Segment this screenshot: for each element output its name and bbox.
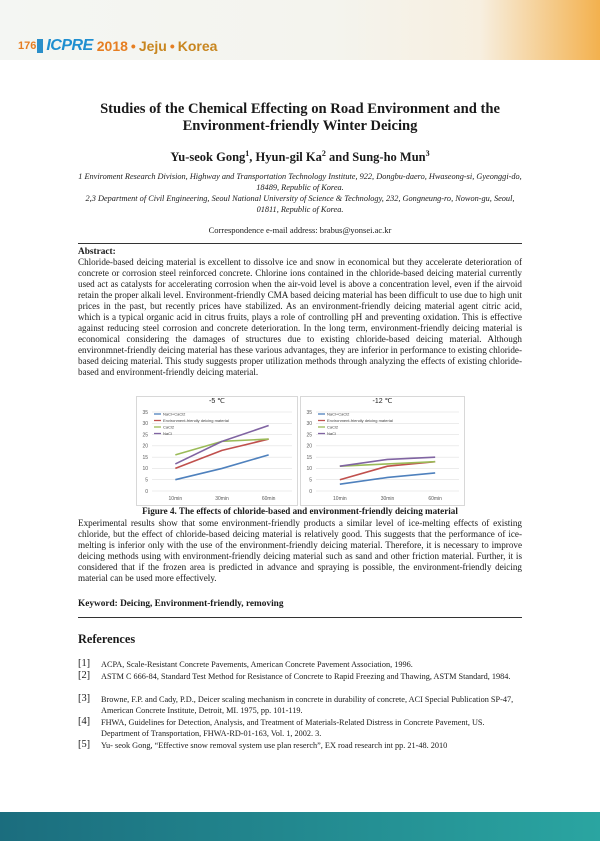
- x-tick-label: 30min: [215, 496, 229, 502]
- legend-label: NaCl: [327, 431, 336, 437]
- reference-item: [78, 660, 524, 671]
- author-sup: 3: [425, 149, 430, 158]
- figure-caption: Figure 4. The effects of chloride-based and environment-friendly deicing material: [142, 506, 458, 516]
- footer-banner: [0, 812, 600, 841]
- y-tick-label: 20: [142, 443, 148, 450]
- conference-city: Jeju: [138, 38, 167, 54]
- results-text: Experimental results show that some environment-friendly products a similar level of ice-melting effects of existing chloride, but the effect of chloride-based deicing material is relatively good. This suggests that the performance of ice-melting is inferior only with the use of the environment-friendly deicing material. Therefore, it is necessary to improve deicing methods using with environment-friendly deicing material such as sand and other friction material. Further, it is considered that if the frozen area is predicted in advance and spraying is possible, the environment-friendly deicing material can be used more effectively.: [78, 518, 522, 583]
- chart-frame: [137, 397, 298, 506]
- reference-text: Browne, F.P. and Cady, P.D., Deicer scaling mechanism in concrete in durability of concrete, ACI Special Publication SP-47, American Concrete Institute, Detroit, MI. 1975, pp. 101-119.: [101, 695, 514, 715]
- reference-item: [78, 695, 524, 716]
- divider: [78, 617, 522, 618]
- author-sup: 1: [245, 149, 250, 158]
- reference-number: [1]: [78, 658, 91, 669]
- y-tick-label: 10: [306, 466, 312, 473]
- author-sup: 2: [321, 149, 326, 158]
- legend-label: NaCl: [163, 431, 172, 437]
- logo-separator: •: [130, 38, 136, 54]
- reference-number: [4]: [78, 716, 91, 727]
- y-tick-label: 35: [142, 409, 148, 416]
- header-banner: [0, 0, 600, 60]
- chart-frame: [301, 397, 465, 506]
- y-tick-label: 5: [145, 477, 148, 484]
- author-name: Yu-seok Gong: [170, 150, 246, 165]
- legend-label: CaCl2: [327, 424, 339, 430]
- conference-country: Korea: [177, 38, 218, 54]
- x-tick-label: 60min: [261, 496, 276, 502]
- y-tick-label: 30: [306, 421, 312, 428]
- y-tick-label: 25: [142, 432, 148, 439]
- y-tick-label: 0: [145, 488, 148, 495]
- x-tick-label: 10min: [168, 496, 183, 502]
- y-tick-label: 35: [306, 409, 312, 416]
- conference-logo: [18, 36, 217, 56]
- references-heading: References: [78, 632, 136, 646]
- legend-label: CaCl2: [163, 424, 175, 430]
- y-tick-label: 15: [142, 454, 148, 461]
- logo-bar-icon: [37, 39, 43, 53]
- title-line: Environment-friendly Winter Deicing: [182, 118, 418, 134]
- y-tick-label: 5: [309, 477, 312, 484]
- reference-text: Yu- seok Gong, “Effective snow removal system use plan reserch”, EX road research int pp. 21-48. 2010: [101, 741, 448, 750]
- chart-title: -5 ℃: [208, 398, 226, 405]
- reference-text: ACPA, Scale-Resistant Concrete Pavements, American Concrete Pavement Association, 1996.: [101, 660, 413, 669]
- reference-number: [3]: [78, 693, 91, 704]
- y-tick-label: 30: [142, 421, 148, 428]
- logo-separator: •: [169, 38, 175, 54]
- title-line: Studies of the Chemical Effecting on Road Environment and the: [100, 101, 500, 117]
- legend-label: Environment-friendly deicing material: [327, 418, 393, 424]
- y-tick-label: 15: [306, 454, 312, 461]
- chart-svg: [136, 396, 298, 506]
- x-tick-label: 10min: [333, 496, 347, 502]
- author-name: Sung-ho Mun: [352, 150, 426, 165]
- reference-item: [78, 718, 524, 739]
- conference-year: 2018: [96, 38, 128, 54]
- divider: [78, 243, 522, 244]
- reference-item: [78, 672, 524, 683]
- logo-mark: ICPRE: [46, 37, 93, 54]
- chart-minus12: [300, 396, 465, 506]
- y-tick-label: 0: [309, 488, 312, 495]
- abstract-heading: Abstract:: [78, 247, 116, 257]
- y-tick-label: 25: [306, 432, 312, 439]
- reference-text: ASTM C 666-84, Standard Test Method for Resistance of Concrete to Rapid Freezing and Thawing, ASTM Standard, 1984.: [101, 672, 511, 681]
- legend-label: NaCl+CaCl2: [163, 411, 186, 417]
- legend-label: NaCl+CaCl2: [327, 411, 350, 417]
- reference-text: FHWA, Guidelines for Detection, Analysis, and Treatment of Materials-Related Distress in Concrete Pavement, US. Department of Transportation, FHWA-RD-01-163, Vol. 1, 2002. 3.: [101, 718, 485, 738]
- x-tick-label: 30min: [380, 496, 395, 502]
- x-tick-label: 60min: [428, 496, 442, 502]
- legend-label: Environment-friendly deicing material: [163, 418, 229, 424]
- y-tick-label: 10: [142, 466, 148, 473]
- affiliation-1: 1 Enviroment Research Division, Highway and Transportation Technology Institute, 922, Dongbu-daero, Hwaseong-si, Gyeonggi-do, 18489, Republic of Korea.: [78, 172, 522, 192]
- author-separator: ,: [249, 150, 256, 165]
- abstract-text: Chloride-based deicing material is excellent to dissolve ice and snow in economical but they accelerate deterioration of concrete or corrosion steel reinforced concrete. Chlorine ions contained in the chloride-based deicing material currently used act as catalysts for accelerating corrosion when the air-void level is above a concentration level, even if the airvoid retain the proper alkali level. Environment-friendly CMA based deicing material has been difficult to use due to high unit prices in the past, but recently prices have stabilized. As an environment-friendly deicing material agent citric acid, which is a typical organic acid in citrus fruits, plays a role of controlling pH and preventing oxidation. This is effective against reducing steel corrosion and concrete deterioration. In the long term, environment-friendly deicing material is economical considering the damages of structures due to existing chloride-based deicing material. Although environmnet-friendly deicing material has these various advantages, they are inferior in performance to existing chloride-based deicing material. This study suggests proper utilization methods through analyzing the effects of existing chloride-based and environment-friendly deicing material.: [78, 257, 522, 377]
- correspondence-email: Correspondence e-mail address: brabus@yonsei.ac.kr: [208, 225, 392, 235]
- keywords: Keyword: Deicing, Environment-friendly, removing: [78, 599, 284, 609]
- reference-number: [2]: [78, 670, 91, 681]
- author-list: [70, 149, 530, 165]
- chart-svg: [300, 396, 465, 506]
- y-tick-label: 20: [306, 443, 312, 450]
- author-separator: and: [325, 150, 353, 165]
- reference-number: [5]: [78, 739, 91, 750]
- logo-number: 176: [18, 40, 37, 52]
- author-name: Hyun-gil Ka: [255, 150, 322, 165]
- chart-minus5: [136, 396, 298, 506]
- paper-title: [70, 101, 530, 135]
- chart-title: -12 ℃: [372, 398, 393, 405]
- affiliation-2: 2,3 Department of Civil Engineering, Seoul National University of Science & Technology, 232, Gongneung-ro, Nowon-gu, Seoul, 01811, Republic of Korea.: [85, 194, 515, 214]
- reference-item: [78, 741, 524, 752]
